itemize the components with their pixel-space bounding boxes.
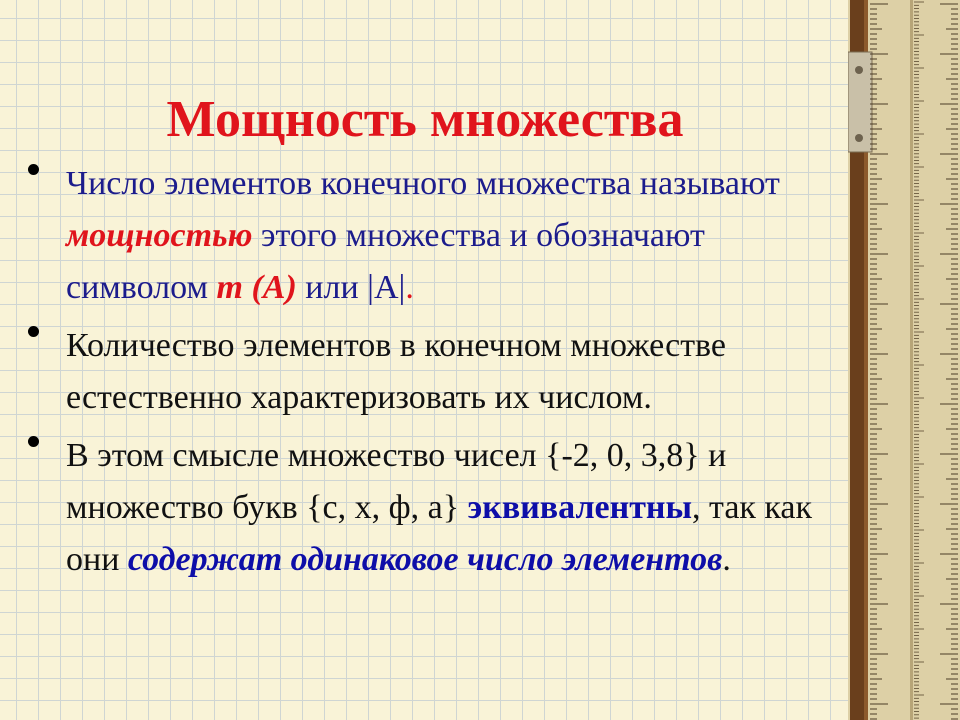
text-segment: , так как они: [66, 489, 813, 578]
emphasis-highlight: содержат одинаковое число элементов: [127, 541, 723, 578]
text-segment: этого множества и обозначают символом: [66, 217, 705, 306]
bullet-text: [66, 158, 828, 314]
text-segment: или |А|: [296, 269, 406, 306]
term-highlight: эквивалентны: [467, 489, 693, 526]
bullet-text: [66, 430, 828, 586]
wooden-ruler-icon: [848, 0, 960, 720]
bullet-dot-icon: [28, 326, 39, 337]
bullet-list: [28, 158, 828, 592]
bullet-item: [28, 158, 828, 314]
text-segment: Число элементов конечного множества называют: [66, 165, 780, 202]
bullet-item: [28, 320, 828, 424]
text-segment: В этом смысле множество чисел {-2, 0, 3,8} и множество букв {с, х, ф, а}: [66, 437, 727, 526]
bullet-text: [66, 320, 828, 424]
text-segment: .: [405, 269, 414, 306]
bullet-dot-icon: [28, 164, 39, 175]
text-segment: Количество элементов в конечном множестве естественно характеризовать их числом.: [66, 327, 726, 416]
slide-title: Мощность множества: [166, 90, 684, 148]
notation-highlight: m (A): [216, 269, 297, 306]
term-highlight: мощностью: [66, 217, 253, 254]
ruler-graphic: [848, 0, 960, 720]
bullet-dot-icon: [28, 436, 39, 447]
text-segment: .: [722, 541, 731, 578]
bullet-item: [28, 430, 828, 586]
